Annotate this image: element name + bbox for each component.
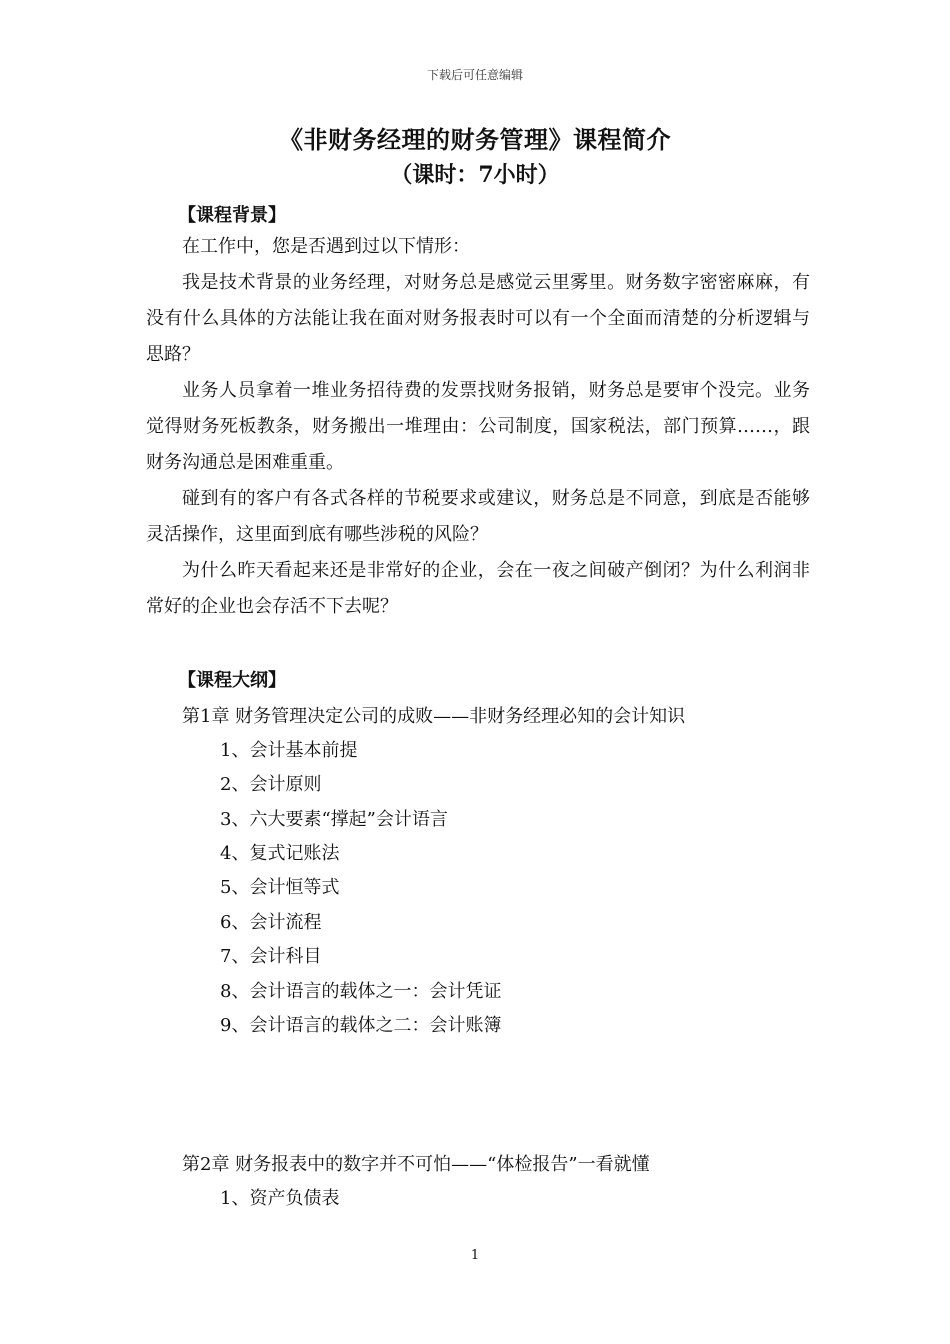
- background-paragraph: 在工作中，您是否遇到过以下情形：: [182, 236, 470, 257]
- outline-item: 8、会计语言的载体之一：会计凭证: [220, 981, 502, 1002]
- course-duration: （课时：7小时）: [390, 162, 560, 188]
- background-heading: 【课程背景】: [178, 205, 286, 226]
- outline-item: 2、会计原则: [220, 774, 322, 795]
- outline-item: 1、资产负债表: [220, 1188, 340, 1209]
- chapter-2-title: 第2章 财务报表中的数字并不可怕——“体检报告”一看就懂: [182, 1154, 650, 1175]
- page-header: 下载后可任意编辑: [426, 68, 523, 82]
- outline-item: 4、复式记账法: [220, 843, 340, 864]
- outline-item: 6、会计流程: [220, 912, 322, 933]
- outline-heading: 【课程大纲】: [178, 670, 286, 691]
- page-number: 1: [470, 1248, 480, 1263]
- chapter-1-title: 第1章 财务管理决定公司的成败——非财务经理必知的会计知识: [182, 706, 686, 727]
- outline-item: 7、会计科目: [220, 946, 322, 967]
- outline-item: 1、会计基本前提: [220, 740, 358, 761]
- outline-item: 5、会计恒等式: [220, 877, 340, 898]
- background-paragraph: 为什么昨天看起来还是非常好的企业，会在一夜之间破产倒闭？为什么利润非常好的企业也会存活不下去呢？: [146, 560, 810, 617]
- course-title: 《非财务经理的财务管理》课程简介: [279, 125, 671, 154]
- background-paragraph: 碰到有的客户有各式各样的节税要求或建议，财务总是不同意，到底是否能够灵活操作，这里面到底有哪些涉税的风险？: [146, 488, 810, 545]
- outline-item: 9、会计语言的载体之二：会计账簿: [220, 1015, 502, 1036]
- background-paragraph: 我是技术背景的业务经理，对财务总是感觉云里雾里。财务数字密密麻麻，有没有什么具体的方法能让我在面对财务报表时可以有一个全面而清楚的分析逻辑与思路？: [146, 272, 810, 365]
- outline-item: 3、六大要素“撑起”会计语言: [220, 809, 448, 830]
- background-paragraph: 业务人员拿着一堆业务招待费的发票找财务报销，财务总是要审个没完。业务觉得财务死板教条，财务搬出一堆理由：公司制度，国家税法，部门预算……，跟财务沟通总是困难重重。: [146, 380, 810, 473]
